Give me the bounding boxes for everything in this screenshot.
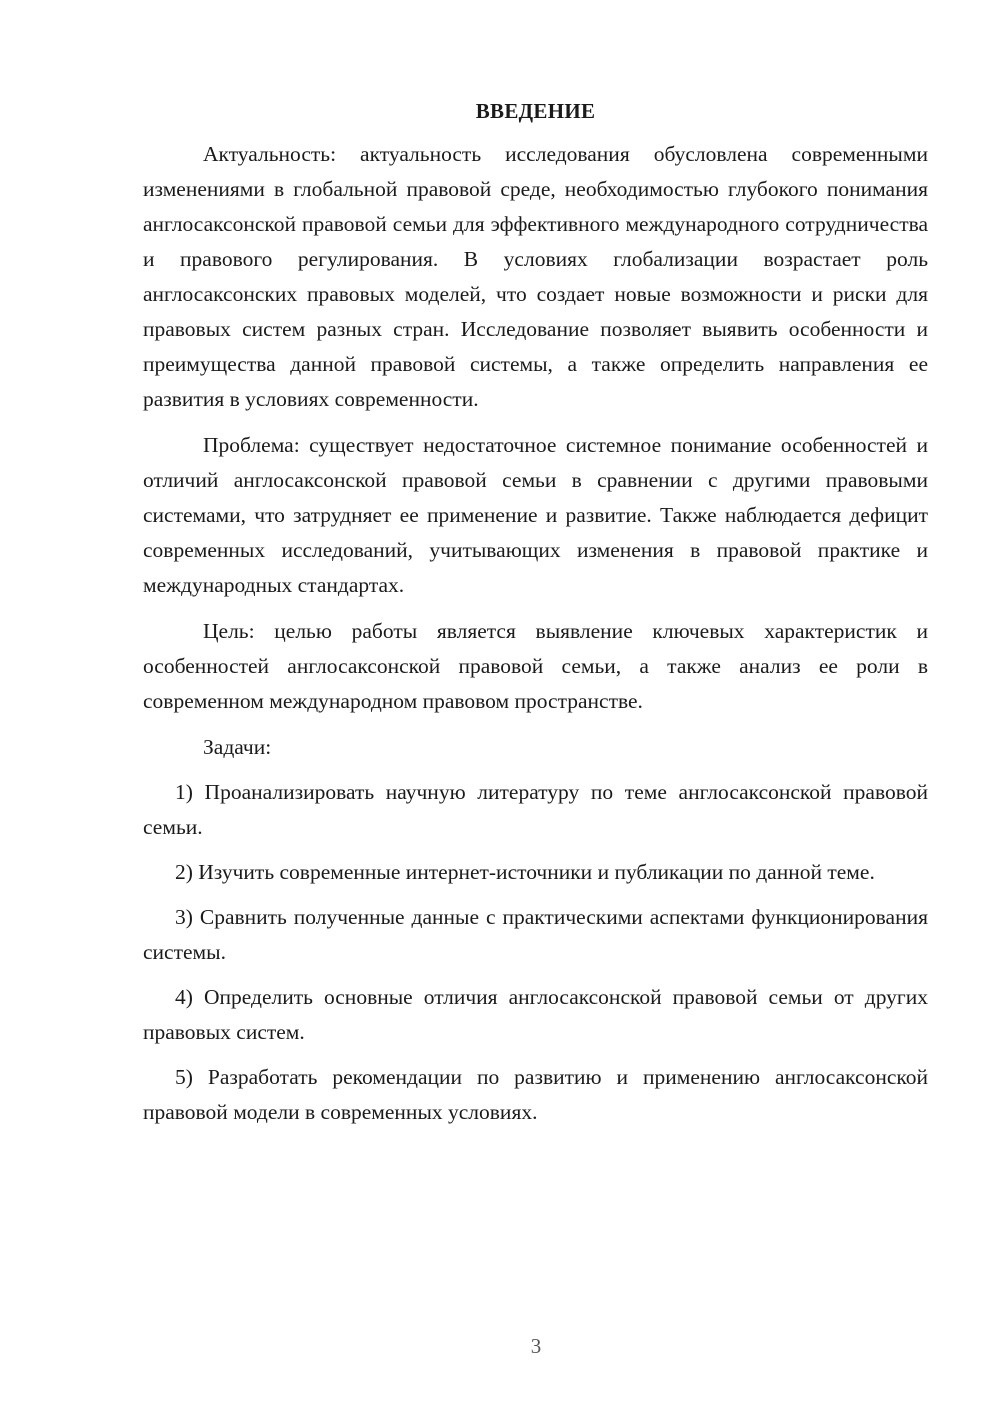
task-item-3: 3) Сравнить полученные данные с практическими аспектами функционирования системы.	[143, 905, 928, 964]
page-content	[143, 97, 928, 1130]
goal-paragraph: Цель: целью работы является выявление ключевых характеристик и особенностей англосаксонской правовой семьи, а также анализ ее роли в современном международном правовом пространстве.	[143, 619, 928, 713]
section-title: ВВЕДЕНИЕ	[475, 99, 596, 123]
task-item-4: 4) Определить основные отличия англосаксонской правовой семьи от других правовых систем.	[143, 985, 928, 1044]
task-item-5: 5) Разработать рекомендации по развитию и применению англосаксонской правовой модели в современных условиях.	[143, 1065, 928, 1124]
page-number: 3	[530, 1334, 542, 1358]
task-item-2: 2) Изучить современные интернет-источники и публикации по данной теме.	[175, 860, 875, 884]
task-item-1: 1) Проанализировать научную литературу по теме англосаксонской правовой семьи.	[143, 780, 928, 839]
relevance-paragraph: Актуальность: актуальность исследования обусловлена современными изменениями в глобальной правовой среде, необходимостью глубокого понимания англосаксонской правовой семьи для эффективного международного сотрудничества и правового регулирования. В условиях глобализации возрастает роль англосаксонских правовых моделей, что создает новые возможности и риски для правовых систем разных стран. Исследование позволяет выявить особенности и преимущества данной правовой системы, а также определить направления ее развития в условиях современности.	[143, 142, 928, 411]
problem-paragraph: Проблема: существует недостаточное системное понимание особенностей и отличий англосаксонской правовой семьи в сравнении с другими правовыми системами, что затрудняет ее применение и развитие. Также наблюдается дефицит современных исследований, учитывающих изменения в правовой практике и международных стандартах.	[143, 433, 928, 597]
tasks-heading: Задачи:	[203, 735, 272, 759]
